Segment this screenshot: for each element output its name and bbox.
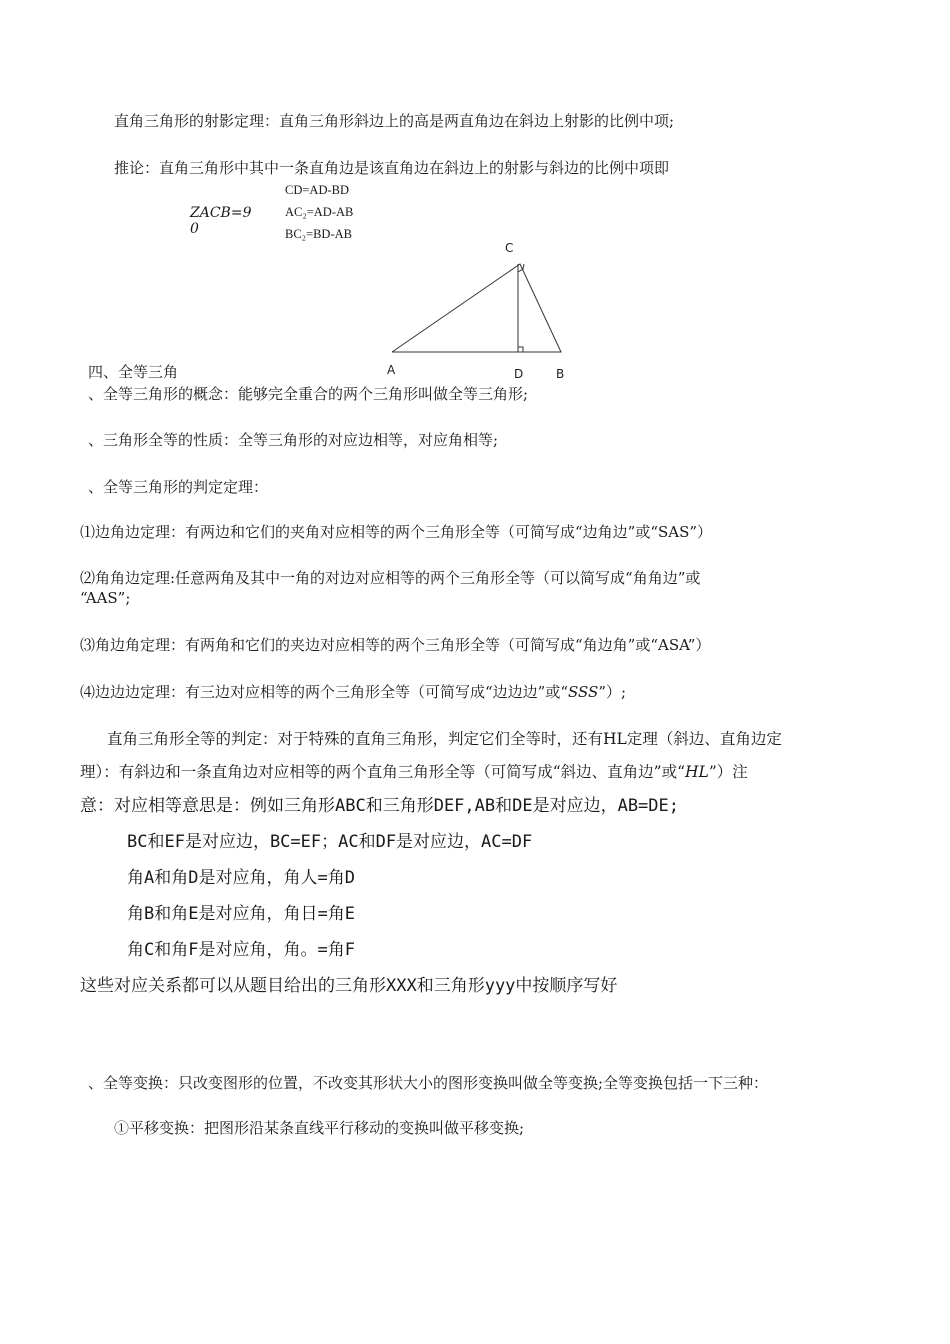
projection-corollary: 推论：直角三角形中其中一条直角边是该直角边在斜边上的射影与斜边的比例中项即 (114, 159, 670, 177)
label-d: D (514, 367, 524, 381)
hl-theorem-text: 理）：有斜边和一条直角边对应相等的两个直角三角形全等（可简写成“斜边、直角边”或“ (80, 763, 686, 781)
hl-theorem-abbr: HL (685, 763, 709, 781)
transform-translation: ①平移变换：把图形沿某条直线平行移动的变换叫做平移变换; (114, 1119, 525, 1137)
note-line-2: BC和EF是对应边，BC=EF；AC和DF是对应边，AC=DF (127, 832, 533, 852)
criterion-asa: ⑶角边角定理：有两角和它们的夹边对应相等的两个三角形全等（可简写成“角边角”或“ASA”） (80, 636, 711, 654)
note-line-5: 角C和角F是对应角，角。=角F (127, 940, 355, 960)
hl-theorem-line2 (80, 762, 748, 782)
angle-acb-line2: 0 (190, 221, 199, 237)
note-line-6: 这些对应关系都可以从题目给出的三角形XXX和三角形yyy中按顺序写好 (80, 976, 618, 996)
note-line-4: 角B和角E是对应角，角日=角E (127, 904, 355, 924)
hl-theorem-end: ”）注 (708, 763, 748, 781)
criterion-sss (80, 682, 626, 702)
label-b: B (556, 367, 565, 381)
note-line-3: 角A和角D是对应角，角人=角D (127, 868, 355, 888)
right-angle-mark-d (518, 347, 523, 352)
triangle-abc (392, 264, 561, 352)
criterion-sas: ⑴边角边定理：有两边和它们的夹角对应相等的两个三角形全等（可简写成“边角边”或“SAS”） (80, 523, 713, 541)
section-4-title: 四、全等三角 (88, 363, 179, 381)
criterion-sss-end: ”）; (598, 683, 627, 701)
equation-bc: BC₂=BD-AB (285, 227, 352, 241)
projection-theorem: 直角三角形的射影定理：直角三角形斜边上的高是两直角边在斜边上射影的比例中项; (114, 112, 675, 130)
right-triangle-figure (370, 236, 590, 381)
criterion-aas-line1: ⑵角角边定理:任意两角及其中一角的对边对应相等的两个三角形全等（可以简写成“角角边”或 (80, 569, 701, 587)
criteria-title: 、全等三角形的判定定理： (88, 478, 269, 496)
criterion-aas-line2: “AAS”; (80, 589, 131, 607)
label-c: C (505, 241, 514, 255)
equation-cd: CD=AD-BD (285, 183, 349, 197)
hl-theorem-line1: 直角三角形全等的判定：对于特殊的直角三角形，判定它们全等时，还有HL定理（斜边、直角边定 (107, 730, 782, 748)
congruent-property: 、三角形全等的性质：全等三角形的对应边相等，对应角相等; (88, 431, 499, 449)
label-a: A (387, 363, 396, 377)
equation-ac: AC₂=AD-AB (285, 205, 354, 219)
congruent-concept: 、全等三角形的概念：能够完全重合的两个三角形叫做全等三角形; (88, 385, 529, 403)
criterion-sss-text: ⑷边边边定理：有三边对应相等的两个三角形全等（可简写成“边边边”或“ (80, 683, 569, 701)
transform-intro: 、全等变换：只改变图形的位置，不改变其形状大小的图形变换叫做全等变换;全等变换包括一下三种： (88, 1074, 769, 1092)
note-line-1: 意：对应相等意思是：例如三角形ABC和三角形DEF,AB和DE是对应边，AB=DE; (80, 796, 679, 816)
angle-acb-line1: ZACB=9 (190, 205, 252, 221)
criterion-sss-abbr: SSS (568, 683, 599, 701)
